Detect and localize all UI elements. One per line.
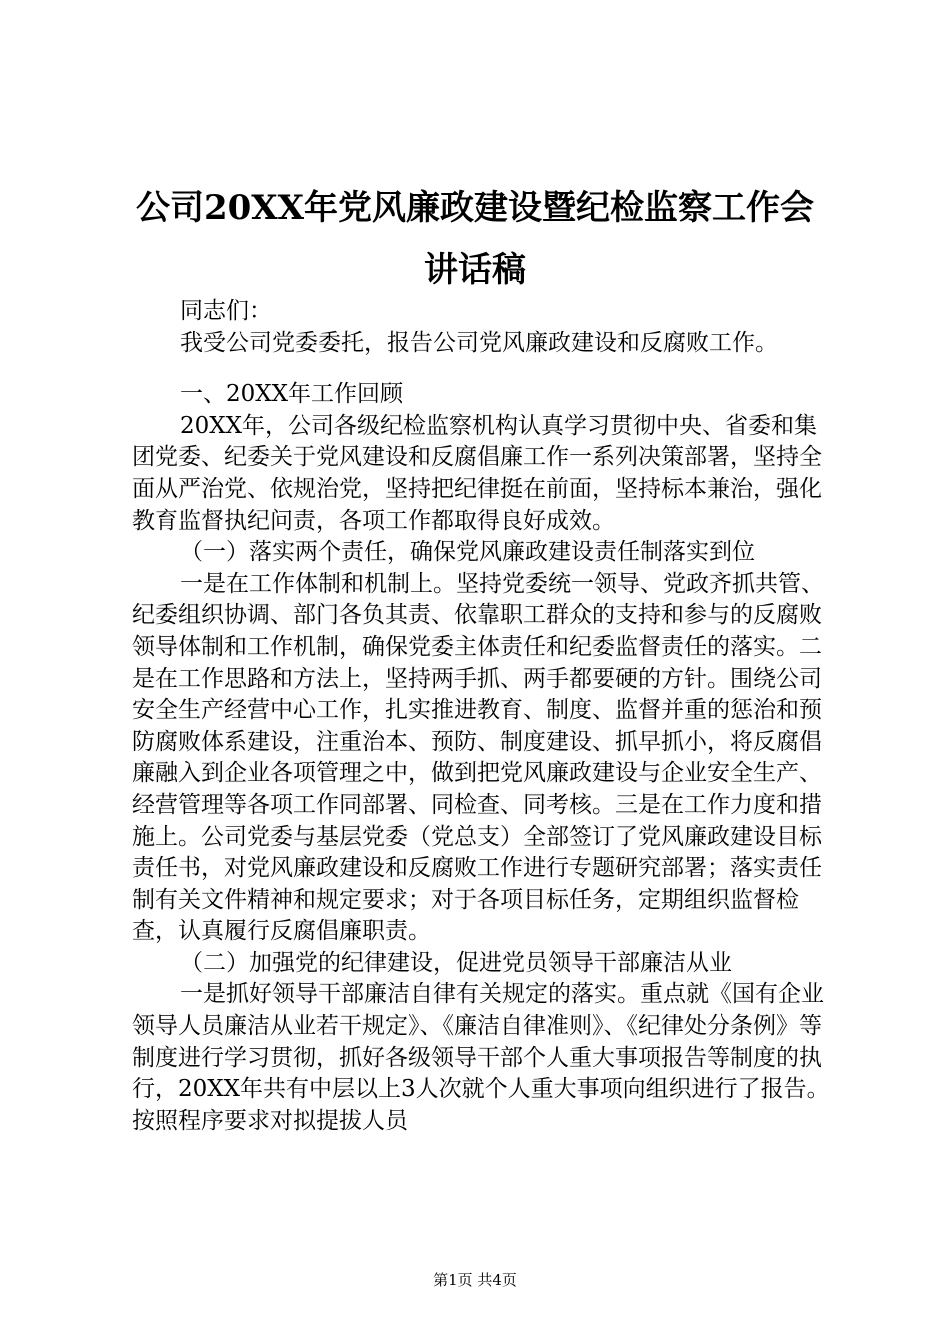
- document-title-line-2: 讲话稿: [424, 250, 526, 290]
- subsection-heading: （二）加强党的纪律建设，促进党员领导干部廉洁从业: [180, 949, 732, 976]
- page-number-footer: 第1页 共4页: [433, 1271, 517, 1289]
- section-heading: 一、20XX年工作回顾: [180, 381, 404, 408]
- intro-paragraph: 我受公司党委委托，报告公司党风廉政建设和反腐败工作。: [180, 329, 778, 356]
- document-body: [132, 296, 832, 1137]
- subsection-heading: （一）落实两个责任，确保党风廉政建设责任制落实到位: [180, 539, 755, 566]
- paragraph: 20XX年，公司各级纪检监察机构认真学习贯彻中央、省委和集团党委、纪委关于党风建设和反腐倡廉工作一系列决策部署，坚持全面从严治党、依规治党，坚持把纪律挺在前面，坚持标本兼治，强化教育监督执纪问责，各项工作都取得良好成效。: [132, 412, 822, 534]
- paragraph: 一是抓好领导干部廉洁自律有关规定的落实。重点就《国有企业领导人员廉洁从业若干规定》、《廉洁自律准则》、《纪律处分条例》等制度进行学习贯彻，抓好各级领导干部个人重大事项报告等制度的执行，20XX年共有中层以上3人次就个人重大事项向组织进行了报告。按照程序要求对拟提拔人员: [132, 981, 830, 1134]
- salutation: 同志们：: [180, 298, 272, 324]
- paragraph: 一是在工作体制和机制上。坚持党委统一领导、党政齐抓共管、纪委组织协调、部门各负其责、依靠职工群众的支持和参与的反腐败领导体制和工作机制，确保党委主体责任和纪委监督责任的落实。二是在工作思路和方法上，坚持两手抓、两手都要硬的方针。围绕公司安全生产经营中心工作，扎实推进教育、制度、监督并重的惩治和预防腐败体系建设，注重治本、预防、制度建设、抓早抓小，将反腐倡廉融入到企业各项管理之中，做到把党风廉政建设与企业安全生产、经营管理等各项工作同部署、同检查、同考核。三是在工作力度和措施上。公司党委与基层党委（党总支）全部签订了党风廉政建设目标责任书，对党风廉政建设和反腐败工作进行专题研究部署；落实责任制有关文件精神和规定要求；对于各项目标任务，定期组织监督检查，认真履行反腐倡廉职责。: [132, 570, 824, 945]
- paragraph-gap: [132, 359, 832, 379]
- document-title-line-1: 公司20XX年党风廉政建设暨纪检监察工作会: [135, 188, 815, 228]
